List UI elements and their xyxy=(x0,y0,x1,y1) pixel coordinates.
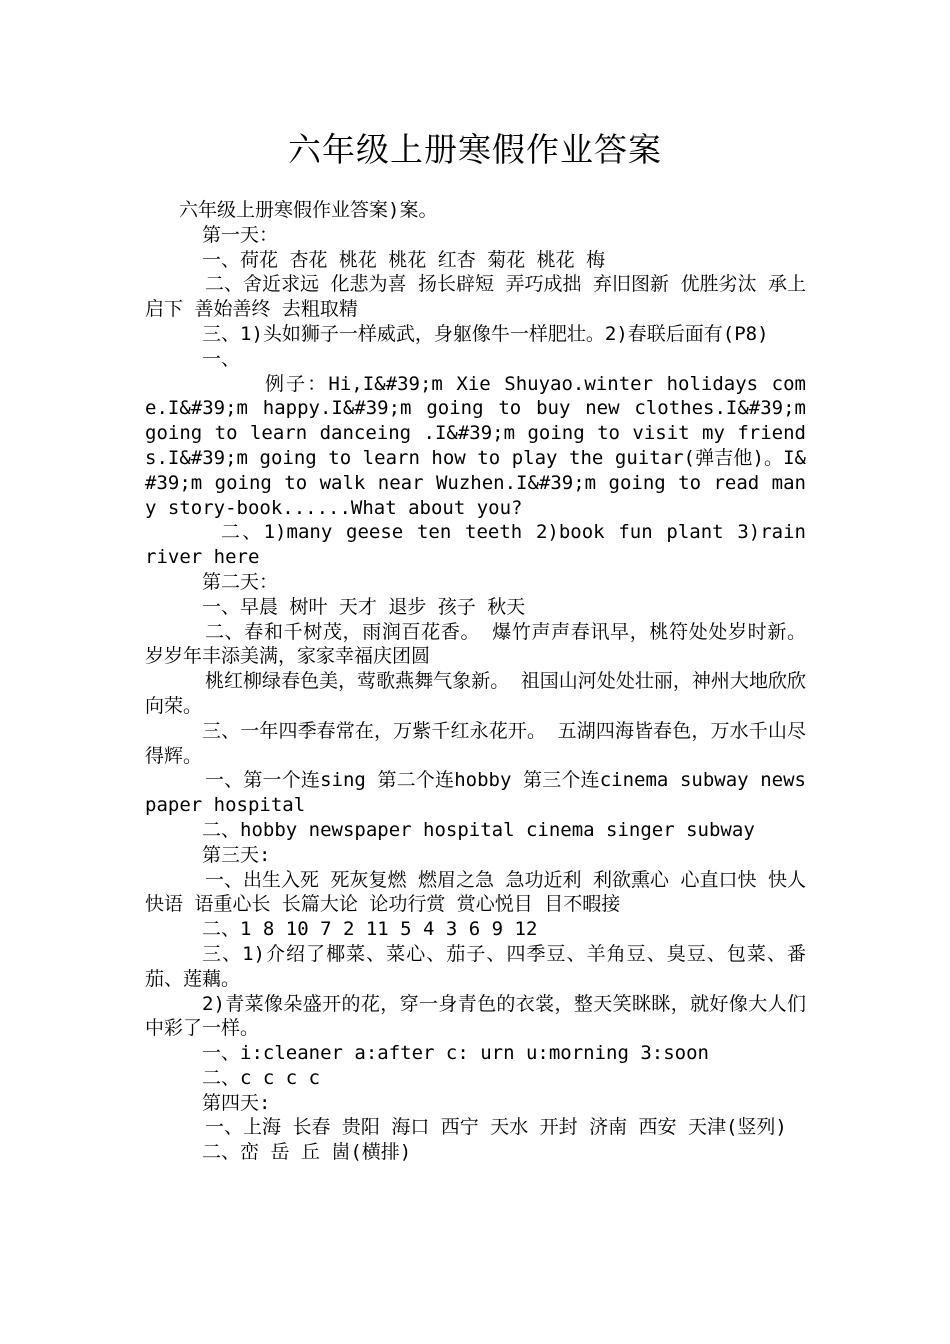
answer-paragraph: 二、c c c c xyxy=(202,1066,321,1089)
answer-paragraph: 三、1)头如狮子一样威武，身躯像牛一样肥壮。2)春联后面有(P8) xyxy=(202,322,769,345)
answer-paragraph: 一、上海 长春 贵阳 海口 西宁 天水 开封 济南 西安 天津(竖列) xyxy=(205,1116,787,1139)
answer-paragraph: 二、hobby newspaper hospital cinema singer subway xyxy=(202,818,755,841)
answer-paragraph: 三、一年四季春常在，万紫千红永花开。 五湖四海皆春色，万水千山尽得辉。 xyxy=(145,719,806,767)
answer-paragraph: 桃红柳绿春色美，莺歌燕舞气象新。 祖国山河处处壮丽，神州大地欣欣向荣。 xyxy=(145,670,806,717)
document-title: 六年级上册寒假作业答案 xyxy=(288,130,662,169)
answer-paragraph: 一、出生入死 死灰复燃 燃眉之急 急功近利 利欲熏心 心直口快 快人快语 语重心长 长篇大论 论功行赏 赏心悦目 目不暇接 xyxy=(145,868,806,916)
answer-paragraph: 例子：Hi,I&#39;m Xie Shuyao.winter holidays come.I&#39;m happy.I&#39;m going to buy new clothes.I&#39;m going to learn danceing .I&#39;m going to visit my friends.I&#39;m going to learn how to play the guitar(弹吉他)。I&#39;m going to walk near Wuzhen.I&#39;m going to read many story-book......What about you? xyxy=(145,372,806,519)
day-heading: 第三天: xyxy=(202,843,271,866)
day-heading: 第四天: xyxy=(202,1091,271,1114)
document-body xyxy=(145,198,806,1165)
answer-paragraph: 一、 xyxy=(202,347,241,370)
day-heading: 第一天： xyxy=(202,223,279,246)
answer-paragraph: 二、1 8 10 7 2 11 5 4 3 6 9 12 xyxy=(202,918,538,941)
answer-paragraph: 二、峦 岳 丘 崮(横排) xyxy=(202,1141,412,1164)
answer-paragraph: 二、春和千树茂，雨润百花香。 爆竹声声春讯早，桃符处处岁时新。 岁岁年丰添美满，家家幸福庆团圆 xyxy=(145,620,806,668)
answer-paragraph: 一、第一个连sing 第二个连hobby 第三个连cinema subway newspaper hospital xyxy=(145,769,806,817)
intro-paragraph: 六年级上册寒假作业答案)案。 xyxy=(179,199,438,221)
day-heading: 第二天： xyxy=(202,570,279,593)
answer-paragraph: 一、早晨 树叶 天才 退步 孩子 秋天 xyxy=(202,595,526,618)
answer-paragraph: 三、1)介绍了椰菜、菜心、茄子、四季豆、羊角豆、臭豆、包菜、番茄、莲藕。 xyxy=(145,942,806,990)
answer-paragraph: 一、i:cleaner a:after c: urn u:morning 3:soon xyxy=(202,1042,709,1065)
answer-paragraph: 二、舍近求远 化悲为喜 扬长辟短 弄巧成拙 弃旧图新 优胜劣汰 承上启下 善始善终 去粗取精 xyxy=(145,273,806,321)
answer-paragraph: 2)青菜像朵盛开的花，穿一身青色的衣裳，整天笑眯眯，就好像大人们中彩了一样。 xyxy=(145,992,806,1040)
answer-paragraph: 二、1)many geese ten teeth 2)book fun plant 3)rain river here xyxy=(145,521,806,569)
answer-paragraph: 一、荷花 杏花 桃花 桃花 红杏 菊花 桃花 梅 xyxy=(202,248,606,271)
